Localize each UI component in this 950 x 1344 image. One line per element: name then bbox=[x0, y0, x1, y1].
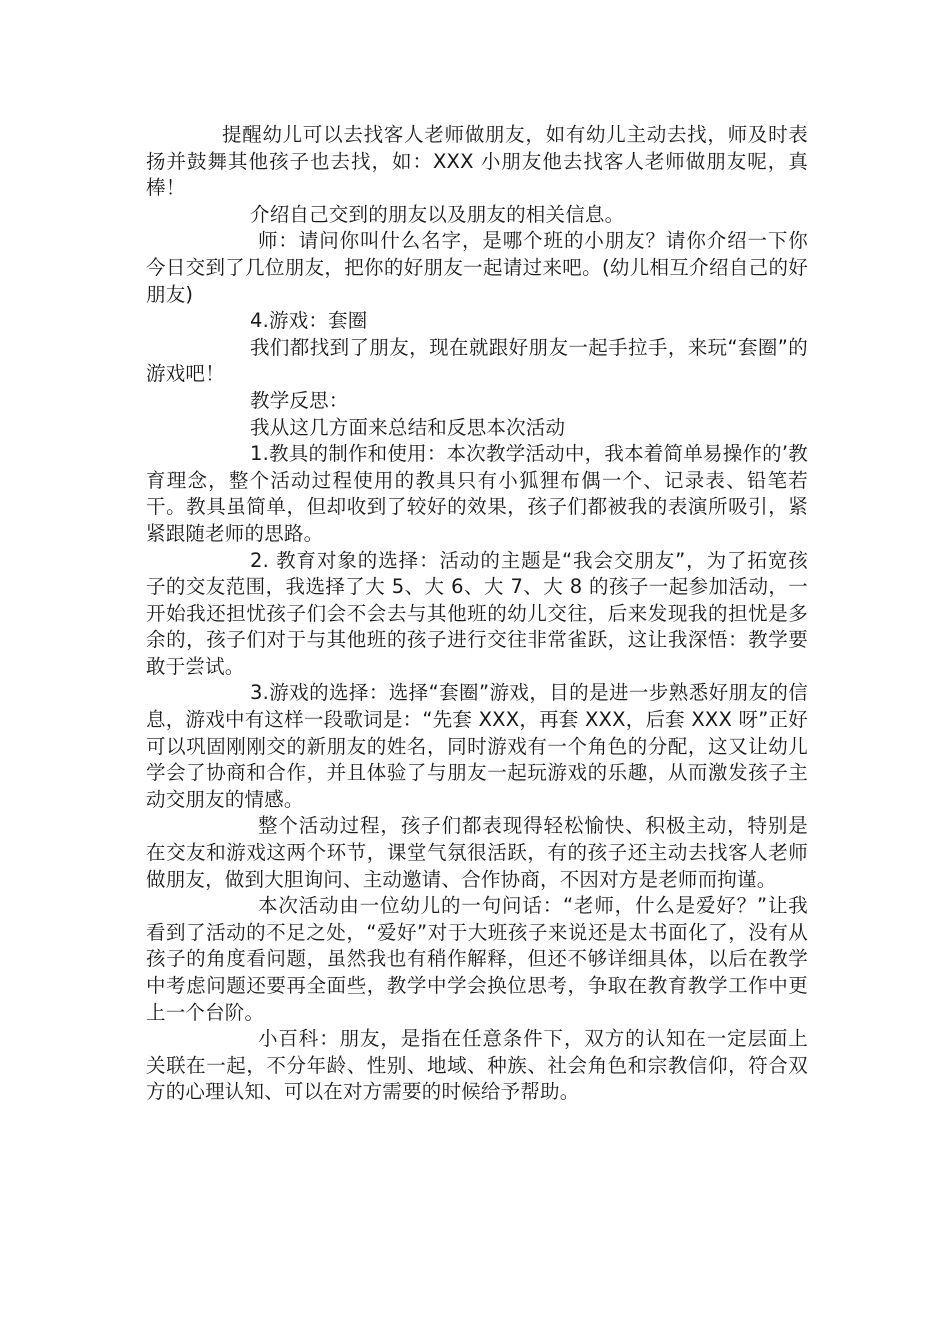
paragraph-overall-process: 整个活动过程，孩子们都表现得轻松愉快、积极主动，特别是在交友和游戏这两个环节，课堂气氛很活跃，有的孩子还主动去找客人老师做朋友，做到大胆询问、主动邀请、合作协商，不因对方是老师而拘谨。 bbox=[146, 814, 808, 891]
paragraph-game-heading: 4.游戏：套圈 bbox=[250, 309, 368, 333]
paragraph-reflection-tools: 1.教具的制作和使用：本次教学活动中，我本着简单易操作的’教育理念，整个活动过程使用的教具只有小狐狸布偶一个、记录表、铅笔若干。教具虽简单，但却收到了较好的效果，孩子们都被我的表演所吸引，紧紧跟随老师的思路。 bbox=[146, 442, 808, 545]
paragraph-reflection-intro: 我从这几方面来总结和反思本次活动 bbox=[250, 415, 566, 439]
paragraph-reflection-heading: 教学反思： bbox=[250, 388, 349, 412]
paragraph-game-intro: 我们都找到了朋友，现在就跟好朋友一起手拉手，来玩“套圈”的游戏吧！ bbox=[146, 335, 808, 386]
paragraph-remind-guests: 提醒幼儿可以去找客人老师做朋友，如有幼儿主动去找，师及时表扬并鼓舞其他孩子也去找，如：XXX 小朋友他去找客人老师做朋友呢，真棒！ bbox=[146, 123, 808, 200]
paragraph-reflection-game: 3.游戏的选择：选择“套圈”游戏，目的是进一步熟悉好朋友的信息，游戏中有这样一段歌词是：“先套 XXX，再套 XXX，后套 XXX 呀”正好可以巩固刚刚交的新朋友的姓名，同时游戏有一个角色的分配，这又让幼儿学会了协商和合作，并且体验了与朋友一起玩游戏的乐趣，从而激发孩子主动交朋友的情感。 bbox=[146, 681, 808, 811]
document-body bbox=[146, 122, 808, 1106]
paragraph-teacher-question: 师：请问你叫什么名字，是哪个班的小朋友？请你介绍一下你今日交到了几位朋友，把你的好朋友一起请过来吧。(幼儿相互介绍自己的好朋友) bbox=[146, 229, 808, 306]
paragraph-introduce-friends: 介绍自己交到的朋友以及朋友的相关信息。 bbox=[250, 202, 625, 226]
paragraph-shortcomings: 本次活动由一位幼儿的一句问话：“老师，什么是爱好？”让我看到了活动的不足之处，“爱好”对于大班孩子来说还是太书面化了，没有从孩子的角度看问题，虽然我也有稍作解释，但还不够详细具体，以后在教学中考虑问题还要再全面些，教学中学会换位思考，争取在教育教学工作中更上一个台阶。 bbox=[146, 894, 808, 1024]
paragraph-reflection-audience: 2. 教育对象的选择：活动的主题是“我会交朋友”，为了拓宽孩子的交友范围，我选择了大 5、大 6、大 7、大 8 的孩子一起参加活动，一开始我还担忧孩子们会不会去与其他班的幼儿交往，后来发现我的担忧是多余的，孩子们对于与其他班的孩子进行交往非常雀跃，这让我深悟：教学要敢于尝试。 bbox=[146, 548, 808, 678]
paragraph-encyclopedia: 小百科：朋友，是指在任意条件下，双方的认知在一定层面上关联在一起，不分年龄、性别、地域、种族、社会角色和宗教信仰，符合双方的心理认知、可以在对方需要的时候给予帮助。 bbox=[146, 1027, 808, 1104]
